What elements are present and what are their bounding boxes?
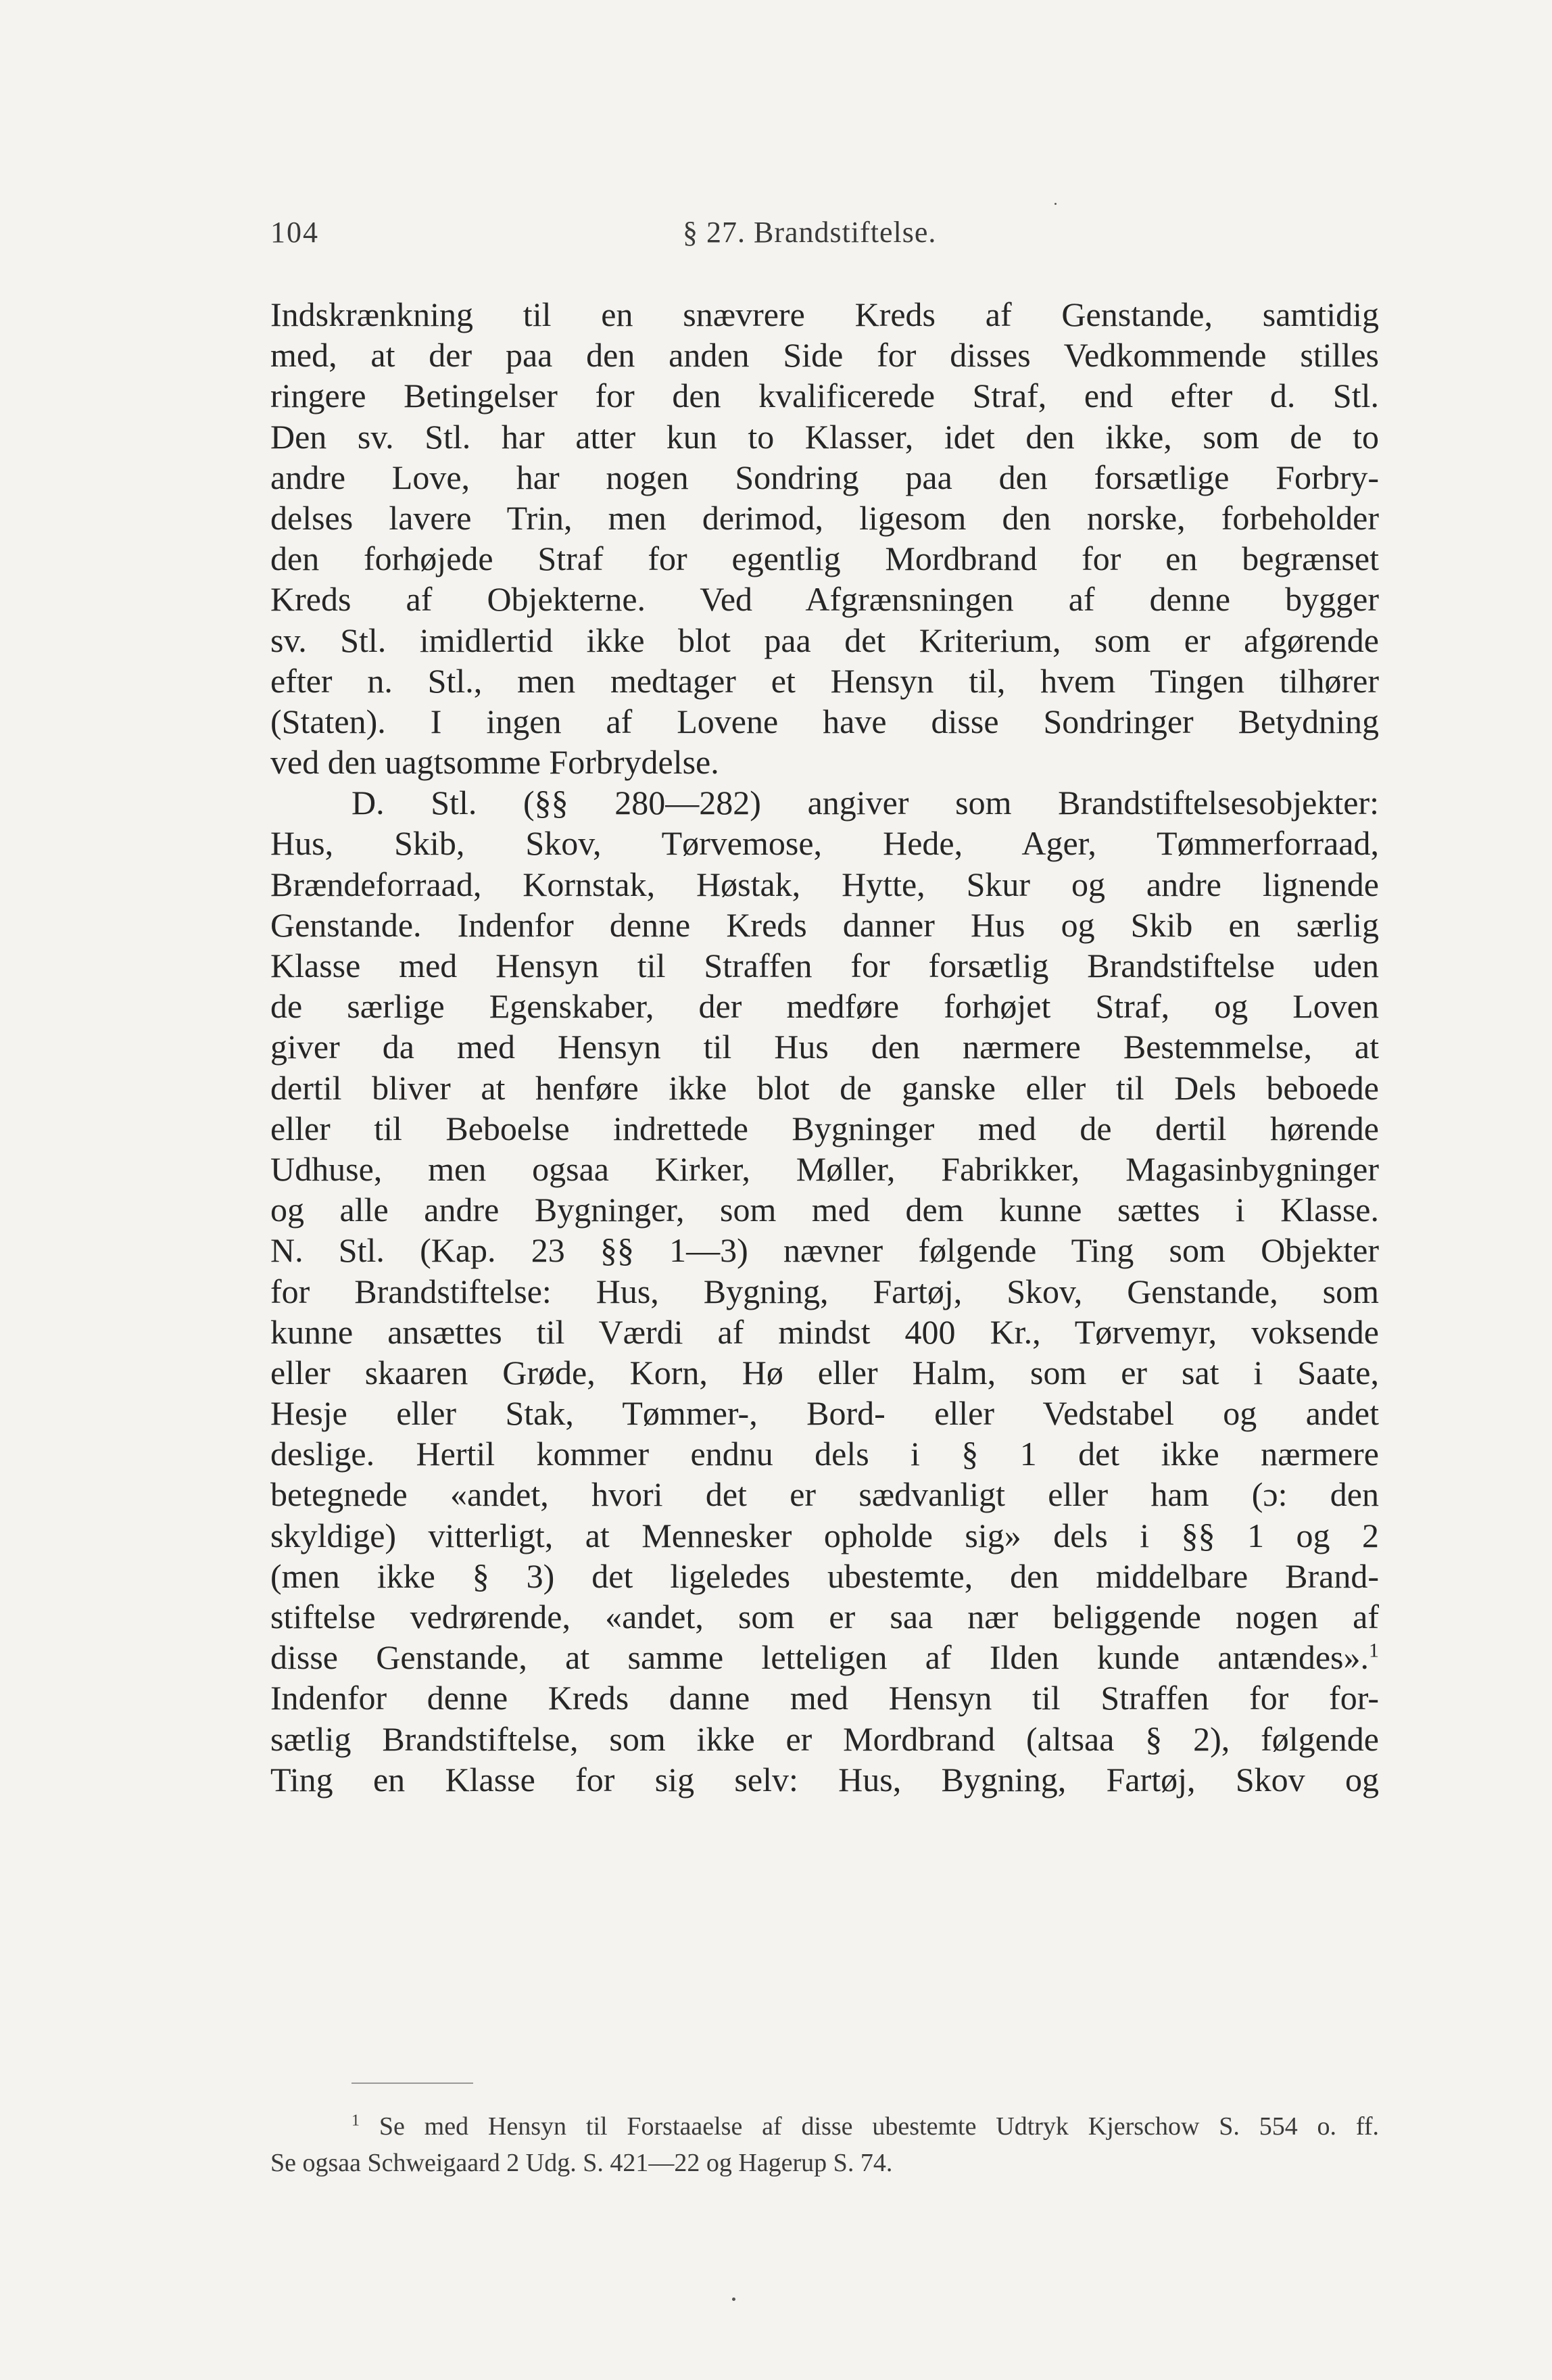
text-line: stiftelse vedrørende, «andet, som er saa nær beliggende nogen af xyxy=(270,1598,1379,1636)
text-line: disse Genstande, at samme letteligen af Ilden kunde antændes». xyxy=(270,1638,1369,1677)
footnote-reference: 1 xyxy=(1369,1639,1379,1662)
text-line: skyldige) vitterligt, at Mennesker opholde sig» dels i §§ 1 og 2 xyxy=(270,1516,1379,1554)
footnote-line: Se ogsaa Schweigaard 2 Udg. S. 421—22 og Hagerup S. 74. xyxy=(270,2149,893,2177)
text-line: (Staten). I ingen af Lovene have disse Sondringer Betydning xyxy=(270,702,1379,740)
scan-speck xyxy=(732,2298,735,2301)
footnote-marker: 1 xyxy=(351,2112,360,2130)
text-line: N. Stl. (Kap. 23 §§ 1—3) nævner følgende Ting som Objekter xyxy=(270,1231,1379,1270)
text-line: med, at der paa den anden Side for disses Vedkommende stilles xyxy=(270,336,1379,375)
text-line: sv. Stl. imidlertid ikke blot paa det Kriterium, som er afgørende xyxy=(270,621,1379,659)
text-line: Indskrænkning til en snævrere Kreds af Genstande, samtidig xyxy=(270,295,1379,333)
text-line: ringere Betingelser for den kvalificerede Straf, end efter d. Stl. xyxy=(270,377,1379,415)
text-line: delses lavere Trin, men derimod, ligesom den norske, forbeholder xyxy=(270,498,1379,537)
text-line: de særlige Egenskaber, der medføre forhøjet Straf, og Loven xyxy=(270,987,1379,1026)
section-title: § 27. Brandstiftelse. xyxy=(683,216,937,249)
text-line: Udhuse, men ogsaa Kirker, Møller, Fabrikker, Magasinbygninger xyxy=(270,1149,1379,1188)
text-line: eller til Beboelse indrettede Bygninger med de dertil hørende xyxy=(270,1109,1379,1147)
text-line: andre Love, har nogen Sondring paa den forsætlige Forbry- xyxy=(270,458,1379,496)
text-line: Den sv. Stl. har atter kun to Klasser, idet den ikke, som de to xyxy=(270,417,1379,456)
body-text xyxy=(270,294,1379,1800)
text-line: deslige. Hertil kommer endnu dels i § 1 det ikke nærmere xyxy=(270,1435,1379,1473)
text-line: Klasse med Hensyn til Straffen for forsætlig Brandstiftelse uden xyxy=(270,947,1379,984)
text-line: kunne ansættes til Værdi af mindst 400 Kr., Tørvemyr, voksende xyxy=(270,1312,1379,1351)
text-line: Kreds af Objekterne. Ved Afgrænsningen af denne bygger xyxy=(270,580,1379,619)
footnote-text: Se med Hensyn til Forstaaelse af disse ubestemte Udtryk Kjerschow S. 554 o. ff. xyxy=(379,2112,1379,2141)
text-line: betegnede «andet, hvori det er sædvanligt eller ham (ɔ: den xyxy=(270,1475,1379,1514)
text-line: Ting en Klasse for sig selv: Hus, Bygning, Fartøj, Skov og xyxy=(270,1760,1379,1799)
text-line: Hus, Skib, Skov, Tørvemose, Hede, Ager, Tømmerforraad, xyxy=(270,824,1379,863)
text-line: for Brandstiftelse: Hus, Bygning, Fartøj, Skov, Genstande, som xyxy=(270,1272,1379,1310)
text-line: Brændeforraad, Kornstak, Høstak, Hytte, Skur og andre lignende xyxy=(270,865,1379,903)
running-header xyxy=(270,215,1379,256)
text-line: efter n. Stl., men medtager et Hensyn til, hvem Tingen tilhører xyxy=(270,661,1379,700)
footnote-line xyxy=(270,2108,1379,2145)
text-line-with-footnote-ref xyxy=(270,1637,1379,1677)
text-line: ved den uagtsomme Forbrydelse. xyxy=(270,743,719,782)
footnotes xyxy=(270,2108,1379,2181)
text-line: sætlig Brandstiftelse, som ikke er Mordbrand (altsaa § 2), følgende xyxy=(270,1719,1379,1758)
text-line: den forhøjede Straf for egentlig Mordbrand for en begrænset xyxy=(270,540,1379,578)
text-line: Indenfor denne Kreds danne med Hensyn til Straffen for for- xyxy=(270,1679,1379,1717)
footnote-divider xyxy=(351,2082,473,2084)
text-line: og alle andre Bygninger, som med dem kunne sættes i Klasse. xyxy=(270,1191,1379,1229)
text-line: (men ikke § 3) det ligeledes ubestemte, den middelbare Brand- xyxy=(270,1556,1379,1595)
text-line: eller skaaren Grøde, Korn, Hø eller Halm, som er sat i Saate, xyxy=(270,1353,1379,1391)
text-line: dertil bliver at henføre ikke blot de ganske eller til Dels beboede xyxy=(270,1068,1379,1107)
text-line: D. Stl. (§§ 280—282) angiver som Brandstiftelsesobjekter: xyxy=(351,784,1379,822)
text-line: giver da med Hensyn til Hus den nærmere Bestemmelse, at xyxy=(270,1028,1379,1066)
text-line: Genstande. Indenfor denne Kreds danner Hus og Skib en særlig xyxy=(270,905,1379,944)
page-number: 104 xyxy=(270,216,319,249)
scan-speck xyxy=(1054,203,1057,205)
text-line: Hesje eller Stak, Tømmer-, Bord- eller Vedstabel og andet xyxy=(270,1394,1379,1433)
